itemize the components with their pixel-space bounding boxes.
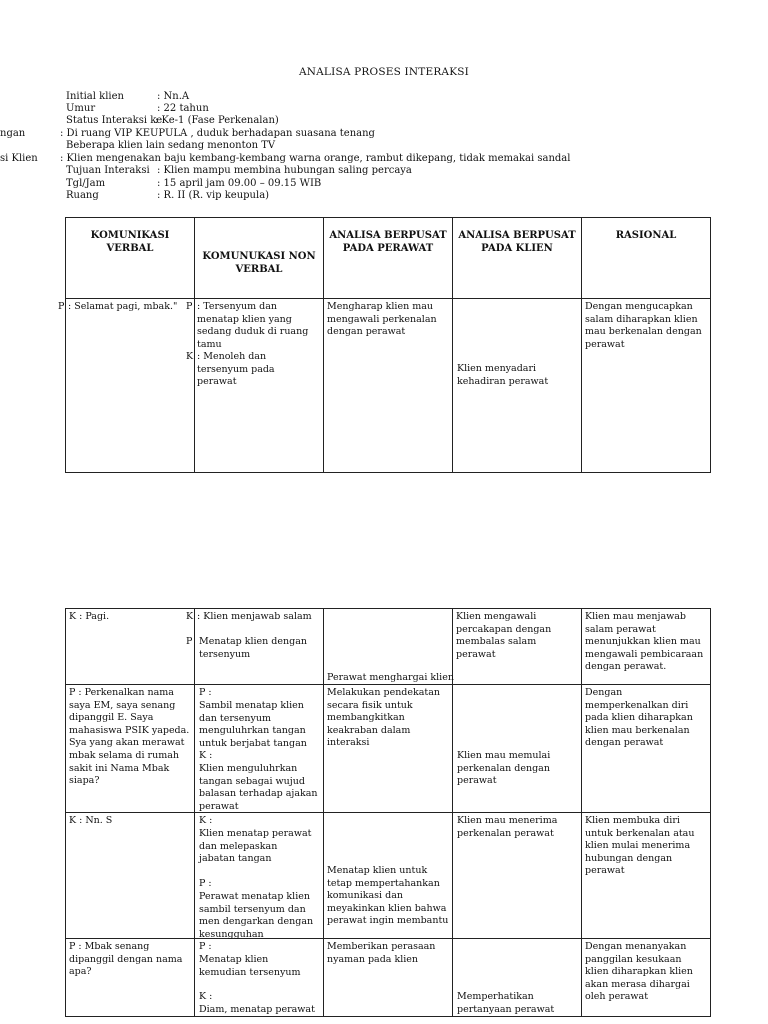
ruang-label: Ruang xyxy=(66,190,99,201)
deskripsi-label: si Klien xyxy=(0,153,38,164)
ruang-value: : R. II (R. vip keupula) xyxy=(157,190,270,201)
analisa-klien-cell: Klien menyadari kehadiran perawat xyxy=(453,299,582,473)
analisa-perawat-cell: Memberikan perasaan nyaman pada klien xyxy=(324,939,453,1017)
header-analisa-perawat: ANALISA BERPUSAT PADA PERAWAT xyxy=(324,218,453,299)
verbal-cell: P : Selamat pagi, mbak." xyxy=(66,299,195,473)
status-label: Status Interaksi ke xyxy=(66,115,163,126)
initial-value: : Nn.A xyxy=(157,91,190,102)
tujuan-value: : Klien mampu membina hubungan saling percaya xyxy=(157,165,412,176)
status-value: : Ke-1 (Fase Perkenalan) xyxy=(155,115,279,126)
verbal-cell: K : Nn. S xyxy=(66,813,195,939)
analisa-klien-cell: Klien mau memulai perkenalan dengan perawat xyxy=(453,685,582,813)
analisa-perawat-cell: Menatap klien untuk tetap mempertahankan komunikasi dan meyakinkan klien bahwa perawat ingin membantu xyxy=(324,813,453,939)
verbal-cell: P : Mbak senang dipanggil dengan nama apa? xyxy=(66,939,195,1017)
page-title: ANALISA PROSES INTERAKSI xyxy=(298,66,470,78)
header-analisa-klien: ANALISA BERPUSAT PADA KLIEN xyxy=(453,218,582,299)
umur-label: Umur xyxy=(66,103,96,114)
header-verbal: KOMUNIKASI VERBAL xyxy=(66,218,195,299)
analisa-klien-cell: Memperhatikan pertanyaan perawat xyxy=(453,939,582,1017)
rasional-cell: Klien membuka diri untuk berkenalan atau klien mulai menerima hubungan dengan perawat xyxy=(582,813,711,939)
interaction-table-1 xyxy=(58,217,711,473)
analisa-perawat-cell: Melakukan pendekatan secara fisik untuk membangkitkan keakraban dalam interaksi xyxy=(324,685,453,813)
rasional-cell: Dengan mengucapkan salam diharapkan klien mau berkenalan dengan perawat xyxy=(582,299,711,473)
lingkungan-label: ngan xyxy=(0,128,26,139)
tujuan-label: Tujuan Interaksi xyxy=(66,165,150,176)
rasional-cell: Dengan menanyakan panggilan kesukaan klien diharapkan klien akan merasa dihargai oleh perawat xyxy=(582,939,711,1017)
header-nonverbal: KOMUNUKASI NON VERBAL xyxy=(195,218,324,299)
lingkungan-value-2: Beberapa klien lain sedang menonton TV xyxy=(66,140,276,151)
lingkungan-value: : Di ruang VIP KEUPULA , duduk berhadapan suasana tenang xyxy=(60,128,375,139)
nonverbal-cell: K : Klien menjawab salam P Menatap klien dengan tersenyum xyxy=(195,609,324,685)
rasional-cell: Dengan memperkenalkan diri pada klien diharapkan klien mau berkenalan dengan perawat xyxy=(582,685,711,813)
analisa-klien-cell: Klien mengawali percakapan dengan membalas salam perawat xyxy=(453,609,582,685)
nonverbal-cell: P : Tersenyum dan menatap klien yang sedang duduk di ruang tamu K : Menoleh dan tersenyum pada perawat xyxy=(195,299,324,473)
analisa-perawat-cell: Mengharap klien mau mengawali perkenalan dengan perawat xyxy=(324,299,453,473)
umur-value: : 22 tahun xyxy=(157,103,209,114)
rasional-cell: Klien mau menjawab salam perawat menunjukkan klien mau mengawali pembicaraan dengan perawat. xyxy=(582,609,711,685)
tgl-value: : 15 april jam 09.00 – 09.15 WIB xyxy=(157,178,322,189)
table-row xyxy=(66,813,711,939)
table-row xyxy=(66,609,711,685)
table-row xyxy=(66,939,711,1017)
initial-label: Initial klien xyxy=(66,91,124,102)
nonverbal-cell: P : Sambil menatap klien dan tersenyum menguluhrkan tangan untuk berjabat tangan K : Klien menguluhrkan tangan sebagai wujud balasan terhadap ajakan perawat xyxy=(195,685,324,813)
table-row xyxy=(66,299,711,473)
nonverbal-cell: P : Menatap klien kemudian tersenyum K : Diam, menatap perawat xyxy=(195,939,324,1017)
table-row xyxy=(66,685,711,813)
verbal-cell: K : Pagi. xyxy=(66,609,195,685)
analisa-perawat-cell: Perawat menghargai klien xyxy=(324,609,453,685)
interaction-table-2 xyxy=(65,608,711,1017)
tgl-label: Tgl/Jam xyxy=(66,178,106,189)
analisa-klien-cell: Klien mau menerima perkenalan perawat xyxy=(453,813,582,939)
nonverbal-cell: K : Klien menatap perawat dan melepaskan jabatan tangan P : Perawat menatap klien sambil tersenyum dan men dengarkan dengan kesungguhan xyxy=(195,813,324,939)
header-rasional: RASIONAL xyxy=(582,218,711,299)
deskripsi-value: : Klien mengenakan baju kembang-kembang warna orange, rambut dikepang, tidak memakai sandal xyxy=(60,153,571,164)
verbal-cell: P : Perkenalkan nama saya EM, saya senang dipanggil E. Saya mahasiswa PSIK yapeda. Sya yang akan merawat mbak selama di rumah sakit ini Nama Mbak siapa? xyxy=(66,685,195,813)
